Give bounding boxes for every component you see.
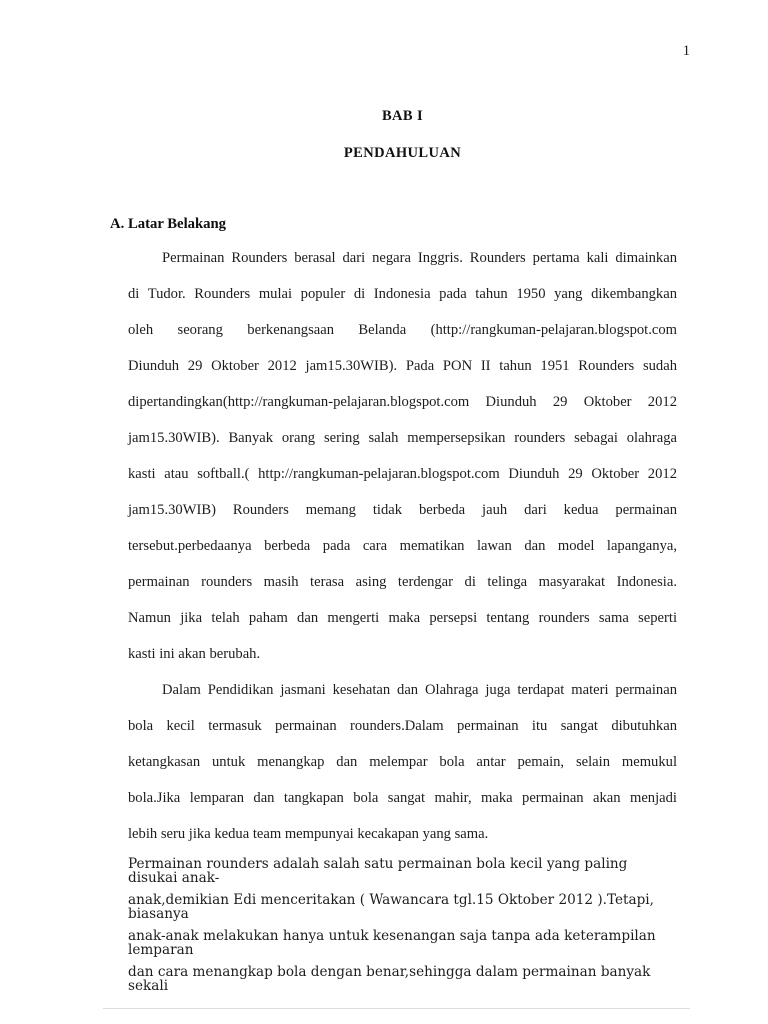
page-bottom-rule bbox=[103, 1008, 690, 1009]
text-line: jam15.30WIB) Rounders memang tidak berbeda jauh dari kedua permainan bbox=[128, 502, 677, 518]
text-line: anak,demikian Edi menceritakan ( Wawancara tgl.15 Oktober 2012 ).Tetapi, biasanya bbox=[128, 892, 654, 922]
section-heading-latar-belakang: A. Latar Belakang bbox=[110, 216, 227, 232]
text-line: Permainan rounders adalah salah satu permainan bola kecil yang paling disukai anak- bbox=[128, 856, 628, 886]
text-line: dipertandingkan(http://rangkuman-pelajaran.blogspot.com Diunduh 29 Oktober 2012 bbox=[128, 394, 677, 410]
text-line: anak-anak melakukan hanya untuk kesenangan saja tanpa ada keterampilan lemparan bbox=[128, 928, 656, 958]
text-line: jam15.30WIB). Banyak orang sering salah mempersepsikan rounders sebagai olahraga bbox=[128, 430, 677, 446]
text-line-content: Dalam Pendidikan jasmani kesehatan dan Olahraga juga terdapat materi permainan bbox=[162, 682, 677, 698]
text-line: tersebut.perbedaanya berbeda pada cara mematikan lawan dan model lapanganya, bbox=[128, 538, 677, 554]
text-line: di Tudor. Rounders mulai populer di Indonesia pada tahun 1950 yang dikembangkan bbox=[128, 286, 677, 302]
text-line: dan cara menangkap bola dengan benar,sehingga dalam permainan banyak sekali bbox=[128, 964, 651, 994]
text-line: oleh seorang berkenangsaan Belanda (http://rangkuman-pelajaran.blogspot.com bbox=[128, 322, 677, 338]
text-line: lebih seru jika kedua team mempunyai kecakapan yang sama. bbox=[128, 826, 489, 842]
page-number: 1 bbox=[682, 43, 690, 59]
text-line bbox=[128, 251, 677, 266]
text-line bbox=[128, 683, 677, 698]
text-line: Diunduh 29 Oktober 2012 jam15.30WIB). Pada PON II tahun 1951 Rounders sudah bbox=[128, 358, 677, 374]
chapter-heading-bab: BAB I bbox=[381, 108, 424, 124]
text-line-content: Permainan Rounders berasal dari negara Inggris. Rounders pertama kali dimainkan bbox=[162, 250, 677, 266]
text-line: bola kecil termasuk permainan rounders.Dalam permainan itu sangat dibutuhkan bbox=[128, 718, 677, 734]
text-line: bola.Jika lemparan dan tangkapan bola sangat mahir, maka permainan akan menjadi bbox=[128, 790, 677, 806]
chapter-heading-pendahuluan: PENDAHULUAN bbox=[343, 145, 462, 161]
text-line: Namun jika telah paham dan mengerti maka persepsi tentang rounders sama seperti bbox=[128, 610, 677, 626]
text-line: kasti ini akan berubah. bbox=[128, 646, 261, 662]
text-line: permainan rounders masih terasa asing terdengar di telinga masyarakat Indonesia. bbox=[128, 574, 677, 590]
text-line: kasti atau softball.( http://rangkuman-pelajaran.blogspot.com Diunduh 29 Oktober 2012 bbox=[128, 466, 677, 482]
text-line: ketangkasan untuk menangkap dan melempar bola antar pemain, selain memukul bbox=[128, 754, 677, 770]
